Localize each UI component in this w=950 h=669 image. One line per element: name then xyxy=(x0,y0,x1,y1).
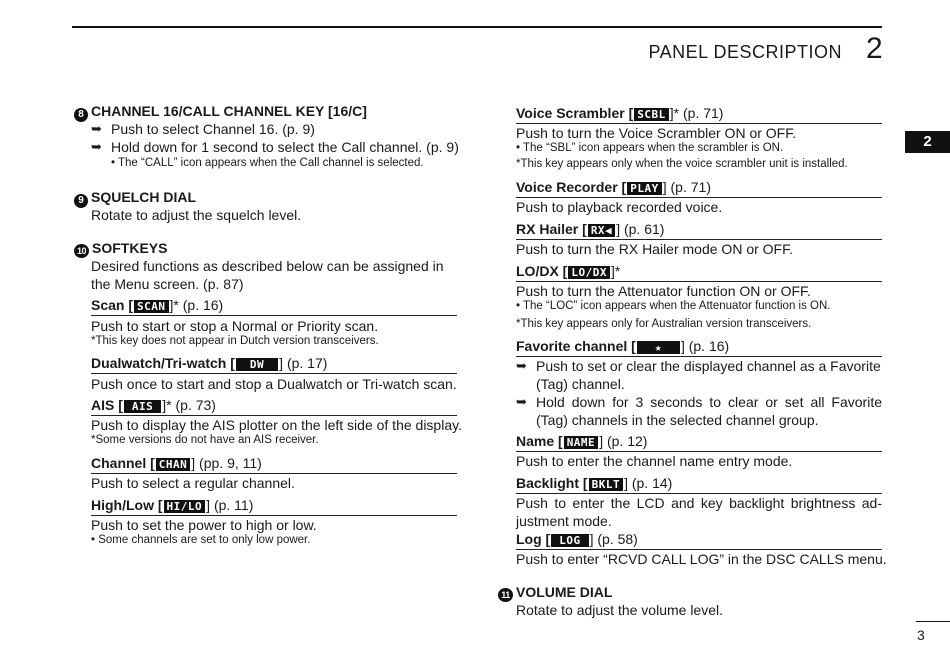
divider xyxy=(91,515,457,516)
divider xyxy=(91,315,457,316)
favorite-bullet-1-line-2: (Tag) channel. xyxy=(536,376,625,392)
name-description: Push to enter the channel name entry mode. xyxy=(516,453,793,469)
favorite-bullet-2-line-2: (Tag) channels in the selected channel group. xyxy=(536,412,819,428)
section-11-heading xyxy=(498,584,612,602)
backlight-key-heading: Backlight [ BKLT ] (p. 14) xyxy=(516,475,673,491)
dualwatch-description: Push once to start and stop a Dualwatch or Tri-watch scan. xyxy=(91,376,457,392)
chapter-number: 2 xyxy=(866,32,883,65)
section-8-title: CHANNEL 16/CALL CHANNEL KEY [16/C] xyxy=(91,103,367,119)
backlight-desc-line-2: justment mode. xyxy=(516,513,612,529)
log-description: Push to enter “RCVD CALL LOG” in the DSC CALLS menu. xyxy=(516,551,887,567)
rx-hailer-key-heading: RX Hailer [ RX◀ ] (p. 61) xyxy=(516,221,665,237)
highlow-description: Push to set the power to high or low. xyxy=(91,517,317,533)
voice-recorder-badge: PLAY xyxy=(627,182,662,195)
backlight-desc-line-1: Push to enter the LCD and key backlight brightness ad- xyxy=(516,495,882,511)
lodx-note-2: *This key appears only for Australian version transceivers. xyxy=(516,318,812,330)
log-key-heading: Log [ LOG ] (p. 58) xyxy=(516,531,638,547)
scan-note: *This key does not appear in Dutch version transceivers. xyxy=(91,335,379,347)
section-11-description: Rotate to adjust the volume level. xyxy=(516,602,724,618)
circled-number-10: 10 xyxy=(74,244,89,258)
favorite-bullet-2-line-1-wrap xyxy=(536,394,882,410)
section-8-bullet-2: Hold down for 1 second to select the Call channel. (p. 9) xyxy=(111,139,459,155)
arrow-right-icon: ➥ xyxy=(516,358,527,373)
header-rule xyxy=(72,26,882,28)
backlight-badge: BKLT xyxy=(589,478,624,491)
favorite-bullet-1-line-1: Push to set or clear the displayed channel as a Favorite xyxy=(536,358,881,374)
lodx-badge: LO/DX xyxy=(568,266,610,279)
dualwatch-key-heading: Dualwatch/Tri-watch [ DW ] (p. 17) xyxy=(91,355,328,371)
highlow-badge: HI/LO xyxy=(164,500,206,513)
page-number: 3 xyxy=(917,627,925,643)
circled-number-11: 11 xyxy=(498,588,513,602)
arrow-right-icon: ➥ xyxy=(91,121,102,136)
divider xyxy=(516,451,882,452)
divider xyxy=(516,239,882,240)
dualwatch-badge: DW xyxy=(236,358,278,371)
section-11-title: VOLUME DIAL xyxy=(516,584,613,600)
scan-description: Push to start or stop a Normal or Priority scan. xyxy=(91,318,379,334)
divider xyxy=(91,415,457,416)
name-key-heading: Name [ NAME ] (p. 12) xyxy=(516,433,648,449)
name-badge: NAME xyxy=(564,436,599,449)
section-8-heading xyxy=(74,103,367,122)
section-10-title: SOFTKEYS xyxy=(92,240,168,256)
star-icon: ★ xyxy=(637,341,680,354)
voice-scrambler-note-1: • The “SBL” icon appears when the scrambler is ON. xyxy=(516,142,784,154)
divider xyxy=(91,373,457,374)
ais-note: *Some versions do not have an AIS receiver. xyxy=(91,434,319,446)
footer-rule xyxy=(916,621,950,622)
lodx-note-1: • The “LOC” icon appears when the Attenuator function is ON. xyxy=(516,300,831,312)
divider xyxy=(516,123,882,124)
section-9-heading xyxy=(74,189,196,208)
circled-number-8: 8 xyxy=(74,108,88,122)
highlow-note: • Some channels are set to only low power. xyxy=(91,534,311,546)
backlight-desc-line-1-wrap xyxy=(516,495,882,511)
circled-number-9: 9 xyxy=(74,194,88,208)
voice-recorder-description: Push to playback recorded voice. xyxy=(516,199,723,215)
section-8-note: • The “CALL” icon appears when the Call channel is selected. xyxy=(111,157,424,169)
favorite-bullet-2-line-1: Hold down for 3 seconds to clear or set all Favorite xyxy=(536,394,882,410)
section-10-desc-line-2: the Menu screen. (p. 87) xyxy=(91,276,244,292)
page-title: PANEL DESCRIPTION xyxy=(648,42,842,62)
voice-recorder-key-heading: Voice Recorder [ PLAY ] (p. 71) xyxy=(516,179,711,195)
divider xyxy=(516,549,882,550)
scan-key-heading: Scan [ SCAN ]* (p. 16) xyxy=(91,297,224,313)
favorite-channel-key-heading: Favorite channel [ ★ ] (p. 16) xyxy=(516,338,730,354)
rx-hailer-badge: RX◀ xyxy=(588,224,615,237)
channel-key-heading: Channel [ CHAN ] (pp. 9, 11) xyxy=(91,455,262,471)
divider xyxy=(516,356,882,357)
chapter-side-tab: 2 xyxy=(905,131,950,153)
divider xyxy=(516,493,882,494)
divider xyxy=(516,281,882,282)
divider xyxy=(516,197,882,198)
section-9-description: Rotate to adjust the squelch level. xyxy=(91,207,302,223)
voice-scrambler-description: Push to turn the Voice Scrambler ON or OFF. xyxy=(516,125,797,141)
channel-description: Push to select a regular channel. xyxy=(91,475,295,491)
scan-badge: SCAN xyxy=(134,300,169,313)
lodx-key-heading: LO/DX [ LO/DX ]* xyxy=(516,263,621,279)
ais-key-heading: AIS [ AIS ]* (p. 73) xyxy=(91,397,216,413)
section-10-heading xyxy=(74,240,167,258)
section-8-bullet-1: Push to select Channel 16. (p. 9) xyxy=(111,121,315,137)
highlow-key-heading: High/Low [ HI/LO ] (p. 11) xyxy=(91,497,254,513)
log-badge: LOG xyxy=(551,534,588,547)
ais-badge: AIS xyxy=(124,400,161,413)
arrow-right-icon: ➥ xyxy=(91,139,102,154)
voice-scrambler-badge: SCBL xyxy=(634,108,669,121)
section-10-desc-line-1: Desired functions as described below can be assigned in xyxy=(91,258,444,274)
arrow-right-icon: ➥ xyxy=(516,394,527,409)
section-9-title: SQUELCH DIAL xyxy=(91,189,196,205)
voice-scrambler-key-heading: Voice Scrambler [ SCBL ]* (p. 71) xyxy=(516,105,724,121)
channel-badge: CHAN xyxy=(156,458,191,471)
voice-scrambler-note-2: *This key appears only when the voice scrambler unit is installed. xyxy=(516,158,848,170)
ais-description: Push to display the AIS plotter on the left side of the display. xyxy=(91,417,462,433)
divider xyxy=(91,473,457,474)
rx-hailer-description: Push to turn the RX Hailer mode ON or OFF. xyxy=(516,241,793,257)
lodx-description: Push to turn the Attenuator function ON or OFF. xyxy=(516,283,811,299)
